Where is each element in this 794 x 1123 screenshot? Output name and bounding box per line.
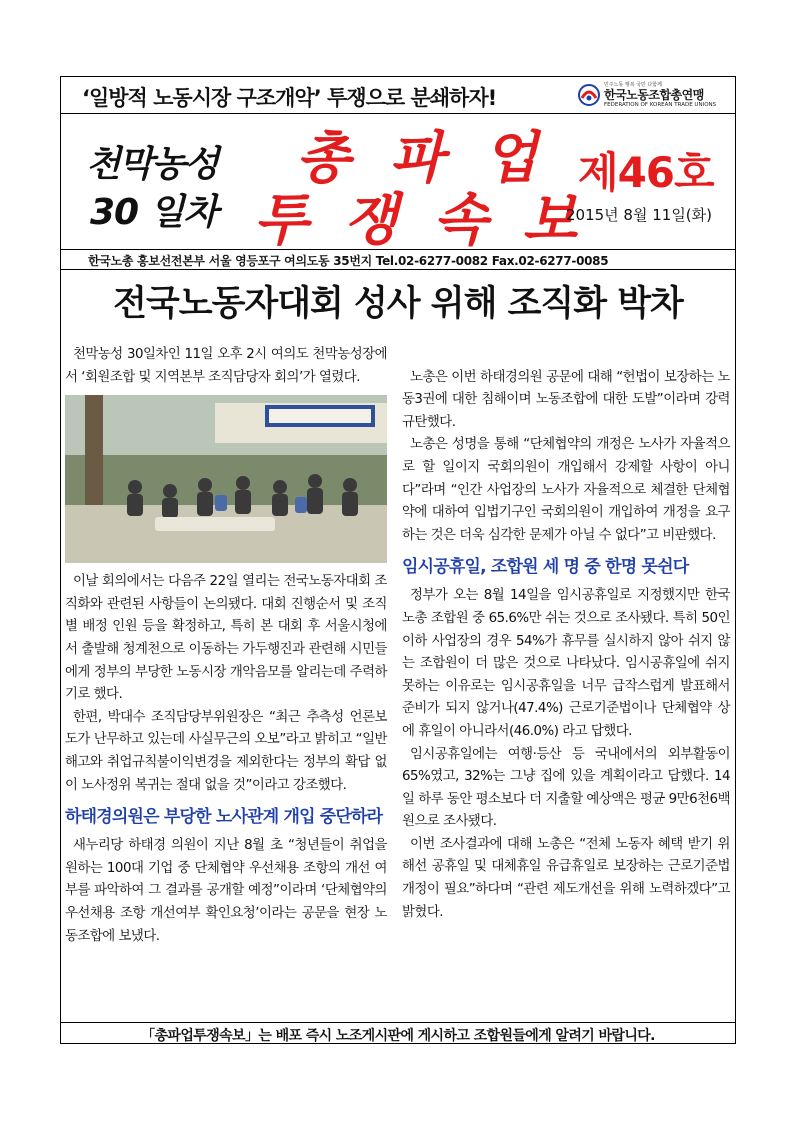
article-paragraph: 한편, 박대수 조직담당부위원장은 “최근 추측성 언론보도가 난무하고 있는데 사실무근의 오보”라고 밝히고 “일반해고와 취업규칙불이익변경을 제외한다는 정부의 확답 없이 노사정위 복귀는 절대 없을 것”이라고 강조했다. [65, 709, 387, 793]
article-column-right [402, 344, 730, 924]
issue-date: 2015년 8월 11일(화) [566, 206, 713, 224]
footer-notice-bar [60, 1022, 736, 1044]
article-paragraph: 임시공휴일에는 여행·등산 등 국내에서의 외부활동이 65%였고, 32%는 그냥 집에 있을 계획이라고 답했다. 14일 하루 동안 평소보다 더 지출할 예상액은 평균 9만6천6백원으로 조사됐다. [402, 746, 730, 830]
brand-title-line2: 투 쟁 속 보 [254, 188, 585, 253]
issue-number: 제46호 [578, 148, 714, 197]
article-paragraph: 정부가 오는 8월 14일을 임시공휴일로 지정했지만 한국노총 조합원 중 65.6%만 쉬는 것으로 조사됐다. 특히 50인 이하 사업장의 경우 54%가 휴무를 실시하지 않아 쉬지 않는 조합원이 더 많은 것으로 나타났다. 임시공휴일에 쉬지 못하는 이유로는 임시공휴일을 너무 급작스럽게 발표해서 준비가 되지 않거나(47.4%) 근로기준법이나 단체협약 상에 휴일이 아니라서(46.0%) 라고 답했다. [402, 588, 730, 739]
masthead [60, 114, 736, 253]
article-paragraph: 노총은 이번 하태경의원 공문에 대해 “헌법이 보장하는 노동3권에 대한 침해이며 노동조합에 대한 도발”이라며 강력규탄했다. [402, 369, 730, 430]
footer-notice: 「총파업투쟁속보」는 배포 즉시 노조게시판에 게시하고 조합원들에게 알려기 바랍니다. [141, 1028, 655, 1044]
article-paragraph: 천막농성 30일차인 11일 오후 2시 여의도 천막농성장에서 ‘회원조합 및 지역본부 조직담당자 회의’가 열렸다. [65, 347, 387, 385]
article-paragraph: 노총은 성명을 통해 “단체협약의 개정은 노사가 자율적으로 할 일이지 국회의원이 개입해서 강제할 사항이 아니다”라며 “인간 사업장의 노사가 자율적으로 체결한 단체협약에 대하여 입법기구인 국회의원이 개입하여 개정을 요구하는 것은 더욱 심각한 문제가 아닐 수 없다”고 비판했다. [402, 437, 730, 543]
sit-in-day-count: 30 일차 [90, 192, 218, 233]
article-paragraph: 새누리당 하태경 의원이 지난 8월 초 “청년들이 취업을 원하는 100대 기업 중 단체협약 우선채용 조항의 개선 여부를 파악하여 그 결과를 공개할 예정”이라며 ‘단체협약의 우선채용 조항 개선여부 확인요청’이라는 공문을 현장 노동조합에 보냈다. [65, 838, 387, 944]
slogan-bar [60, 76, 736, 114]
section-heading: 임시공휴일, 조합원 세 명 중 한명 못쉰다 [402, 557, 689, 578]
logo-name: 한국노동조합총연맹 [604, 88, 704, 102]
slogan: ‘일방적 노동시장 구조개악’ 투쟁으로 분쇄하자! [82, 86, 497, 110]
meeting-photo [65, 395, 387, 563]
publisher-info: 한국노총 홍보선전본부 서울 영등포구 여의도동 35번지 Tel.02-6277-0082 Fax.02-6277-0085 [88, 254, 609, 268]
article-paragraph: 이번 조사결과에 대해 노총은 “전체 노동자 혜택 받기 위해선 공휴일 및 대체휴일 유급휴일로 보장하는 근로기준법 개정이 필요”하다며 “관련 제도개선을 위해 노력하겠다”고 밝혔다. [402, 836, 730, 920]
section-heading: 하태경의원은 부당한 노사관계 개입 중단하라 [65, 807, 383, 828]
logo-subtitle: 민주노동 행복 국민 다함께 [604, 82, 662, 88]
logo-english: FEDERATION OF KOREAN TRADE UNIONS [604, 102, 717, 108]
sit-in-label: 천막농성 [86, 144, 218, 185]
publisher-info-bar [60, 250, 736, 270]
article-column-left [65, 344, 387, 948]
article-paragraph: 이날 회의에서는 다음주 22일 열리는 전국노동자대회 조직화와 관련된 사항들이 논의됐다. 대회 진행순서 및 조직별 배정 인원 등을 확정하고, 특히 본 대회 후 서울시청에서 출발해 청계천으로 이동하는 가두행진과 관련해 시민들에게 정부의 부당한 노동시장 개악음모를 알리는데 주력하기로 했다. [65, 574, 387, 703]
fktu-logo-icon [578, 84, 600, 106]
brand-title-line1: 총 파 업 [296, 126, 548, 191]
headline: 전국노동자대회 성사 위해 조직화 박차 [113, 284, 683, 324]
fktu-logo [578, 80, 730, 110]
